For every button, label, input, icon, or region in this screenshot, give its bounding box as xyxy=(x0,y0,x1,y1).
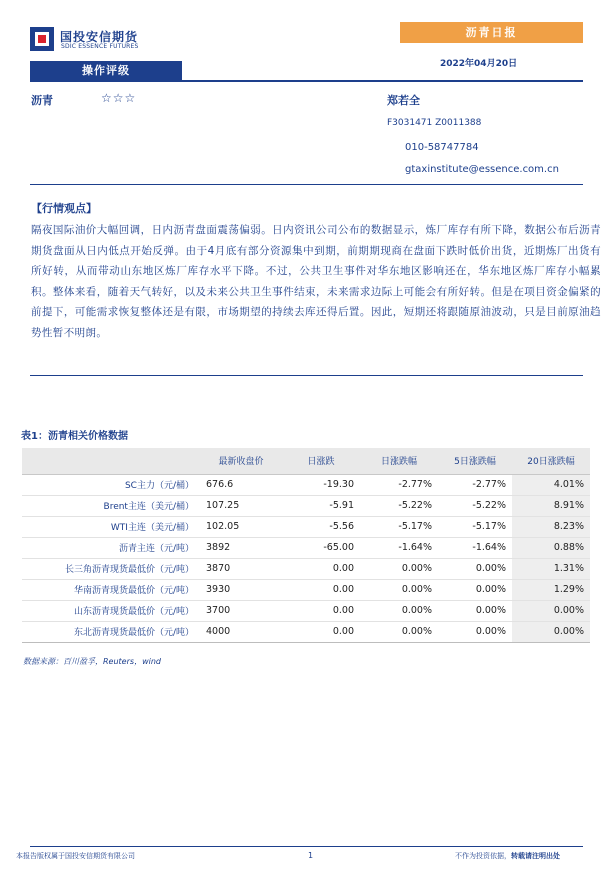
table-row xyxy=(22,516,590,537)
table-row xyxy=(22,600,590,621)
close-price: 676.6 xyxy=(200,474,282,495)
row-name: Brent主连（美元/桶） xyxy=(22,495,200,516)
report-date: 2022年04月20日 xyxy=(440,59,518,69)
table-row xyxy=(22,621,590,642)
row-name: WTI主连（美元/桶） xyxy=(22,516,200,537)
analyst-name: 郑若全 xyxy=(387,94,420,107)
market-view-title: 【行情观点】 xyxy=(31,202,97,215)
table-header-cell: 最新收盘价 xyxy=(200,448,282,474)
five-day-change-pct: 0.00% xyxy=(438,621,512,642)
five-day-change-pct: 0.00% xyxy=(438,579,512,600)
daily-change-pct: 0.00% xyxy=(360,579,438,600)
daily-change: 0.00 xyxy=(282,579,360,600)
five-day-change-pct: -5.22% xyxy=(438,495,512,516)
twenty-day-change-pct: 0.00% xyxy=(512,600,590,621)
header-rule xyxy=(30,80,583,82)
rating-stars: ☆☆☆ xyxy=(101,91,137,105)
sector-label: 沥青 xyxy=(31,94,53,107)
five-day-change-pct: 0.00% xyxy=(438,558,512,579)
table-title: 表1：沥青相关价格数据 xyxy=(21,431,128,442)
five-day-change-pct: -5.17% xyxy=(438,516,512,537)
twenty-day-change-pct: 0.00% xyxy=(512,621,590,642)
table-header-cell: 日涨跌幅 xyxy=(360,448,438,474)
twenty-day-change-pct: 0.88% xyxy=(512,537,590,558)
row-name: 长三角沥青现货最低价（元/吨） xyxy=(22,558,200,579)
page-number: 1 xyxy=(308,851,314,860)
table-header-cell xyxy=(22,448,200,474)
twenty-day-change-pct: 4.01% xyxy=(512,474,590,495)
table-row xyxy=(22,558,590,579)
five-day-change-pct: -1.64% xyxy=(438,537,512,558)
row-name: 东北沥青现货最低价（元/吨） xyxy=(22,621,200,642)
rating-label: 操作评级 xyxy=(30,61,182,80)
table-header-cell: 日涨跌 xyxy=(282,448,360,474)
footer-copyright: 本报告版权属于国投安信期货有限公司 xyxy=(16,852,135,860)
twenty-day-change-pct: 8.23% xyxy=(512,516,590,537)
analyst-email: gtaxinstitute@essence.com.cn xyxy=(405,164,559,175)
twenty-day-change-pct: 1.31% xyxy=(512,558,590,579)
company-logo xyxy=(30,27,190,53)
row-name: 山东沥青现货最低价（元/吨） xyxy=(22,600,200,621)
report-type-banner: 沥青日报 xyxy=(400,22,583,43)
logo-text-en: SDIC ESSENCE FUTURES xyxy=(61,43,139,50)
data-source-note: 数据来源：百川盈孚，Reuters，wind xyxy=(23,657,161,666)
daily-change-pct: -5.22% xyxy=(360,495,438,516)
table-header-cell: 5日涨跌幅 xyxy=(438,448,512,474)
market-view-text: 隔夜国际油价大幅回调，日内沥青盘面震荡偏弱。日内资讯公司公布的数据显示，炼厂库存有所下降，数据公布后沥青期货盘面从日内低点开始反弹。由于4月底有部分资源集中到期，前期期现商在盘面下跌时低价出货，近期炼厂出货有所好转，从而带动山东地区炼厂库存水平下降。不过，公共卫生事件对华东地区影响还在，华东地区炼厂库存小幅累积。整体来看，随着天气转好，以及未来公共卫生事件结束，未来需求边际上可能会有所好转。但是在项目资金偏紧的前提下，可能需求恢复整体还是有限，市场期望的持续去库还得后置。因此，短期还将跟随原油波动，只是目前原油趋势性暂不明朗。 xyxy=(31,224,601,339)
close-price: 107.25 xyxy=(200,495,282,516)
twenty-day-change-pct: 8.91% xyxy=(512,495,590,516)
daily-change-pct: -2.77% xyxy=(360,474,438,495)
logo-text-cn: 国投安信期货 xyxy=(60,30,139,44)
daily-change: 0.00 xyxy=(282,600,360,621)
table-header-cell: 20日涨跌幅 xyxy=(512,448,590,474)
daily-change-pct: 0.00% xyxy=(360,558,438,579)
five-day-change-pct: 0.00% xyxy=(438,600,512,621)
analyst-phone: 010-58747784 xyxy=(405,142,479,153)
daily-change: 0.00 xyxy=(282,621,360,642)
twenty-day-change-pct: 1.29% xyxy=(512,579,590,600)
close-price: 3700 xyxy=(200,600,282,621)
table-header-row xyxy=(22,448,590,474)
row-name: SC主力（元/桶） xyxy=(22,474,200,495)
table-row xyxy=(22,537,590,558)
analyst-cert-numbers: F3031471 Z0011388 xyxy=(387,118,482,128)
section-divider xyxy=(30,184,583,185)
close-price: 3930 xyxy=(200,579,282,600)
close-price: 3870 xyxy=(200,558,282,579)
daily-change-pct: -1.64% xyxy=(360,537,438,558)
table-row xyxy=(22,495,590,516)
close-price: 4000 xyxy=(200,621,282,642)
daily-change: -65.00 xyxy=(282,537,360,558)
disclaimer-text: 不作为投资依据， xyxy=(455,852,511,860)
daily-change: -19.30 xyxy=(282,474,360,495)
daily-change-pct: 0.00% xyxy=(360,600,438,621)
logo-mark-icon xyxy=(30,27,54,51)
close-price: 3892 xyxy=(200,537,282,558)
disclaimer-bold-text: 转载请注明出处 xyxy=(511,852,560,860)
table-row xyxy=(22,474,590,495)
daily-change: -5.91 xyxy=(282,495,360,516)
five-day-change-pct: -2.77% xyxy=(438,474,512,495)
daily-change: -5.56 xyxy=(282,516,360,537)
close-price: 102.05 xyxy=(200,516,282,537)
table-row xyxy=(22,579,590,600)
footer-rule xyxy=(30,846,583,847)
daily-change-pct: 0.00% xyxy=(360,621,438,642)
daily-change: 0.00 xyxy=(282,558,360,579)
daily-change-pct: -5.17% xyxy=(360,516,438,537)
footer-disclaimer xyxy=(455,851,560,861)
price-table xyxy=(22,448,590,643)
section-divider xyxy=(30,375,583,376)
row-name: 沥青主连（元/吨） xyxy=(22,537,200,558)
row-name: 华南沥青现货最低价（元/吨） xyxy=(22,579,200,600)
